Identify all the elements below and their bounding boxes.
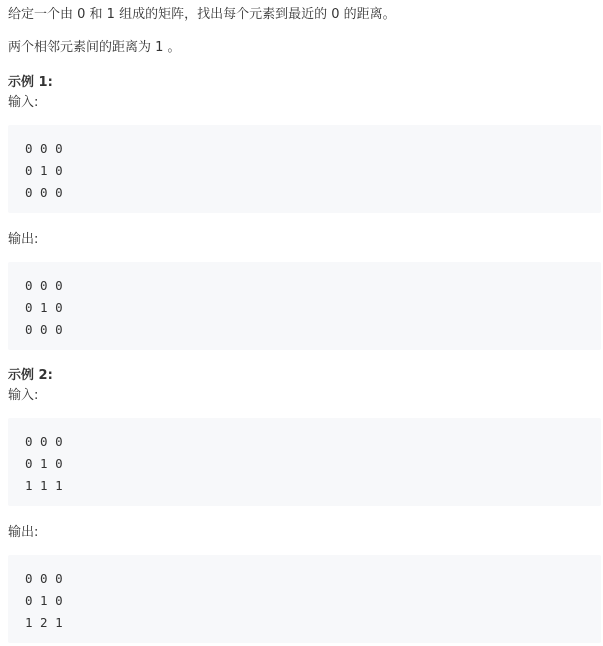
example-2-input-block [8, 418, 601, 506]
code-line: 1 1 1 [25, 478, 63, 493]
example-1-title: 示例 1: [8, 75, 53, 90]
example-2-title: 示例 2: [8, 368, 53, 383]
example-2-output-block [8, 555, 601, 643]
code-line: 0 0 0 [25, 185, 63, 200]
code-line: 0 0 0 [25, 571, 63, 586]
code-line: 1 2 1 [25, 615, 63, 630]
example-1-input-label: 输入: [8, 95, 39, 110]
code-line: 0 0 0 [25, 434, 63, 449]
example-2-input-label: 输入: [8, 388, 39, 403]
distance-note: 两个相邻元素间的距离为 1 。 [8, 40, 181, 55]
example-1-output-block [8, 262, 601, 350]
code-line: 0 1 0 [25, 163, 63, 178]
code-line: 0 1 0 [25, 456, 63, 471]
problem-statement: 给定一个由 0 和 1 组成的矩阵，找出每个元素到最近的 0 的距离。 [8, 7, 396, 22]
code-line: 0 0 0 [25, 278, 63, 293]
code-line: 0 1 0 [25, 593, 63, 608]
code-line: 0 1 0 [25, 300, 63, 315]
example-2-output-label: 输出: [8, 525, 39, 540]
example-1-input-block [8, 125, 601, 213]
example-1-output-label: 输出: [8, 232, 39, 247]
code-line: 0 0 0 [25, 141, 63, 156]
code-line: 0 0 0 [25, 322, 63, 337]
